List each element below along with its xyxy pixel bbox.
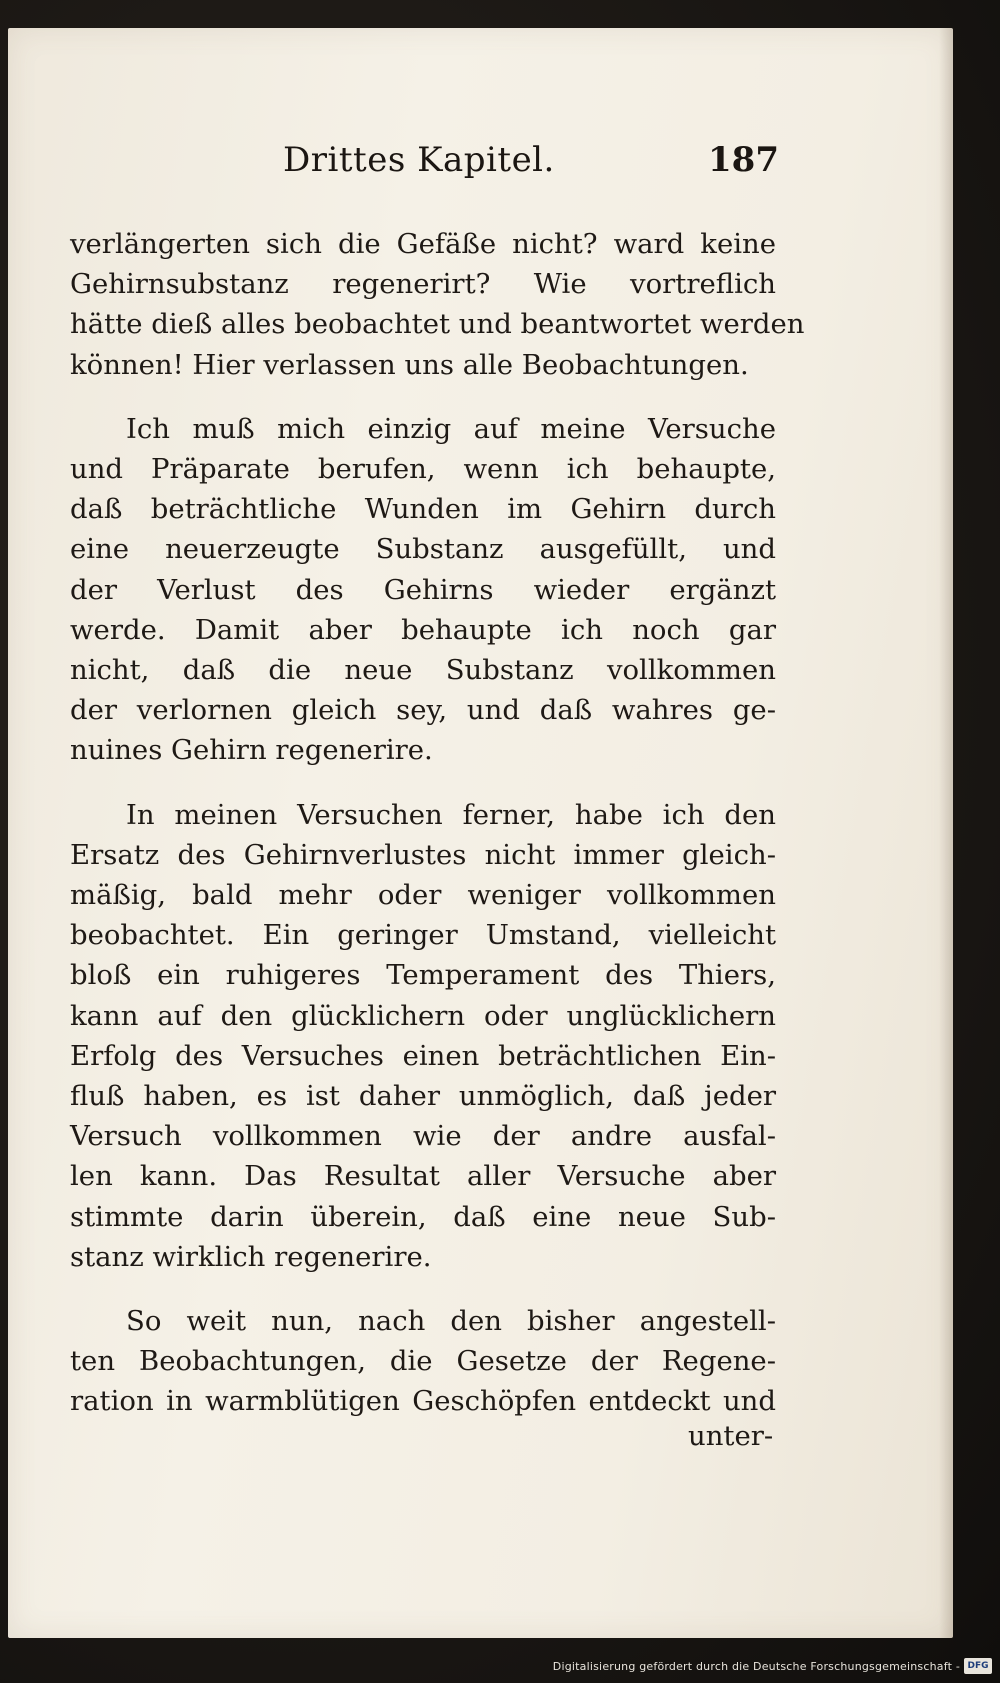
text-line: len kann. Das Resultat aller Versuche aber (70, 1160, 776, 1193)
text-line: hätte dieß alles beobachtet und beantwortet werden (70, 308, 805, 341)
running-head (8, 140, 953, 200)
text-line: bloß ein ruhigeres Temperament des Thiers, (70, 959, 776, 992)
text-line: nicht, daß die neue Substanz vollkommen (70, 654, 776, 687)
book-page (8, 28, 953, 1638)
text-line: Versuch vollkommen wie der andre ausfal- (70, 1120, 776, 1153)
text-line: stimmte darin überein, daß eine neue Sub- (70, 1200, 776, 1233)
digitization-footer (0, 1655, 1000, 1683)
text-line: In meinen Versuchen ferner, habe ich den (126, 798, 776, 831)
text-line: eine neuerzeugte Substanz ausgefüllt, und (70, 533, 776, 566)
text-line: der verlornen gleich sey, und daß wahres ge- (70, 694, 776, 727)
text-line: kann auf den glücklichern oder unglücklichern (70, 999, 776, 1032)
text-line: verlängerten sich die Gefäße nicht? ward keine (70, 228, 776, 260)
body-text (70, 224, 805, 1446)
paragraph-3 (70, 795, 776, 1277)
page-number: 187 (708, 140, 779, 180)
text-line: beobachtet. Ein geringer Umstand, vielleicht (70, 919, 776, 952)
page-edge-shadow (939, 28, 953, 1638)
text-line: fluß haben, es ist daher unmöglich, daß jeder (70, 1080, 776, 1113)
funding-credit: Digitalisierung gefördert durch die Deutsche Forschungsgemeinschaft - (552, 1660, 960, 1673)
text-line: stanz wirklich regenerire. (70, 1240, 432, 1273)
text-line: Gehirnsubstanz regenerirt? Wie vortreflich (70, 268, 776, 301)
paragraph-1 (70, 224, 805, 385)
paragraph-4 (70, 1301, 776, 1422)
text-line: und Präparate berufen, wenn ich behaupte, (70, 453, 776, 486)
text-line: nuines Gehirn regenerire. (70, 734, 433, 767)
text-line: mäßig, bald mehr oder weniger vollkommen (70, 879, 776, 912)
text-line: der Verlust des Gehirns wieder ergänzt (70, 573, 776, 606)
text-line: Ich muß mich einzig auf meine Versuche (126, 412, 776, 445)
text-line: So weit nun, nach den bisher angestell- (126, 1305, 776, 1338)
chapter-title: Drittes Kapitel. (283, 140, 555, 180)
text-line: Erfolg des Versuches einen beträchtlichen Ein- (70, 1039, 776, 1072)
text-line: ten Beobachtungen, die Gesetze der Regene- (70, 1345, 776, 1378)
text-line: werde. Damit aber behaupte ich noch gar (70, 613, 776, 646)
text-line: daß beträchtliche Wunden im Gehirn durch (70, 493, 776, 526)
text-line: ration in warmblütigen Geschöpfen entdeckt und (70, 1385, 776, 1418)
catchword: unter- (688, 1420, 774, 1452)
text-line: Ersatz des Gehirnverlustes nicht immer gleich- (70, 838, 776, 871)
paragraph-2 (70, 409, 776, 771)
text-line: können! Hier verlassen uns alle Beobachtungen. (70, 348, 749, 381)
dfg-logo-icon: DFG (964, 1658, 992, 1674)
